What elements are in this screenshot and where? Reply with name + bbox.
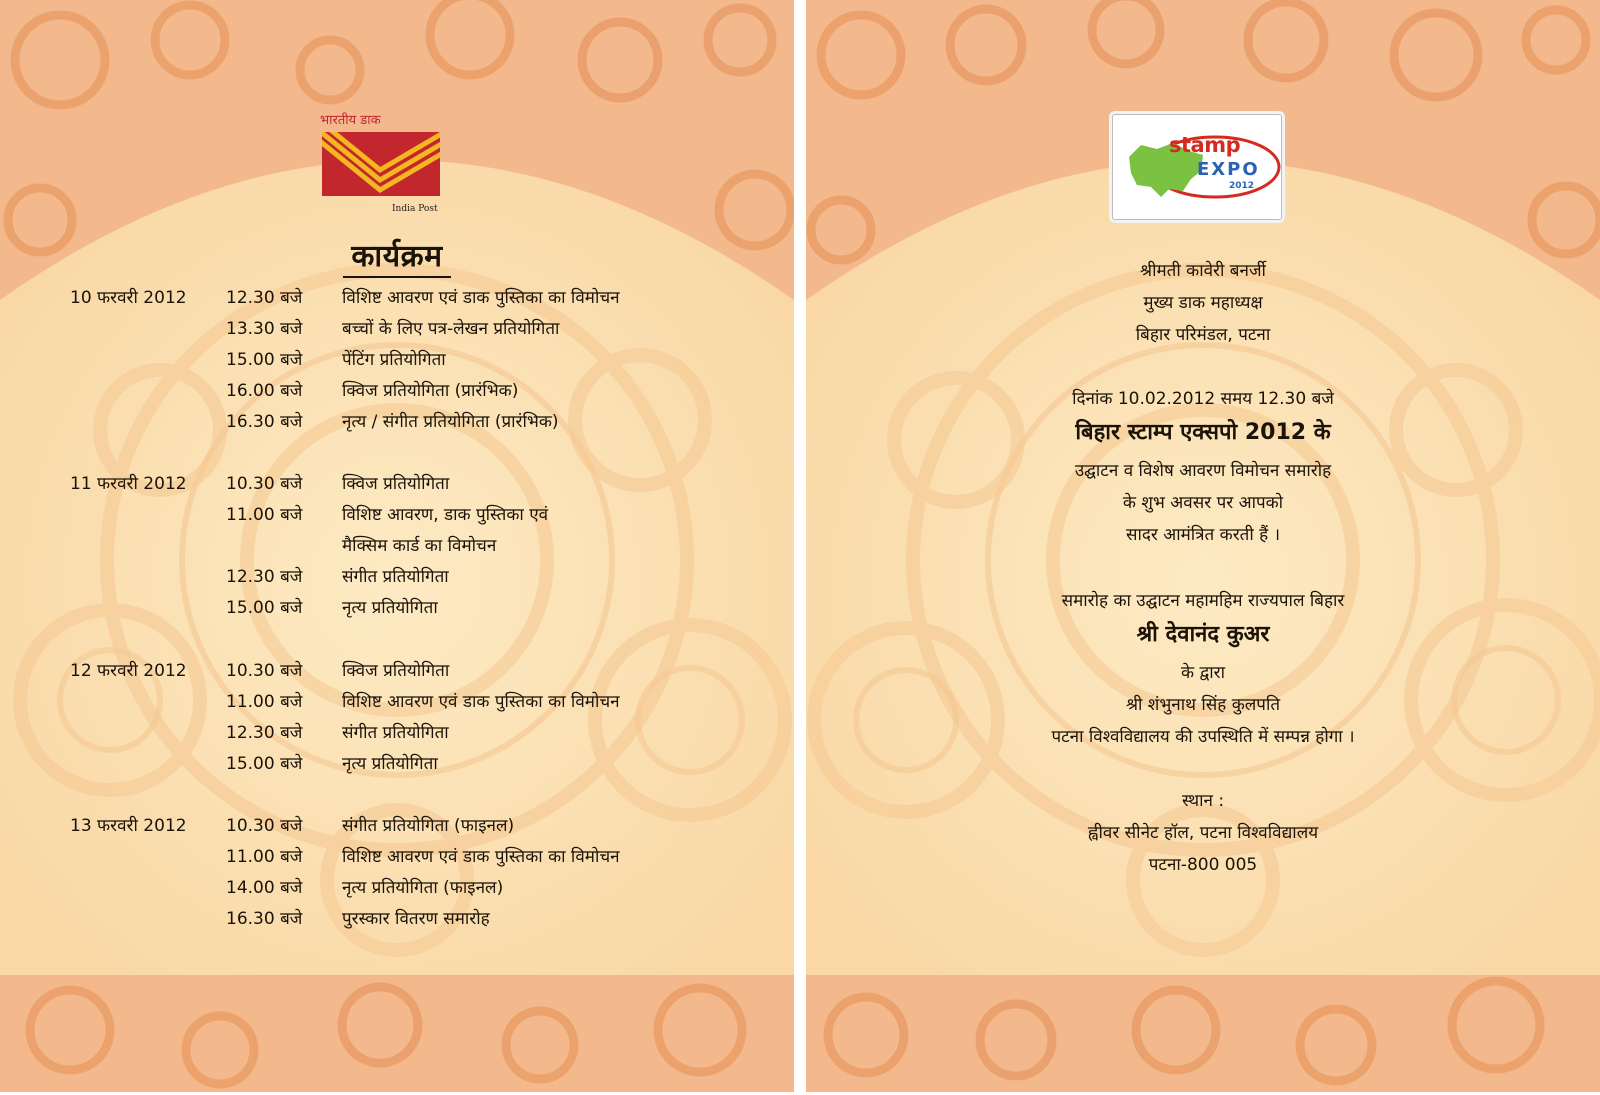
- schedule-time: 12.30 बजे: [226, 723, 303, 743]
- schedule-time: 11.00 बजे: [226, 505, 303, 525]
- invitation-line-1: उद्घाटन व विशेष आवरण विमोचन समारोह: [1074, 461, 1332, 481]
- venue-label: स्थान :: [1181, 791, 1225, 811]
- invitation-panel: [806, 0, 1600, 1092]
- schedule-event: संगीत प्रतियोगिता: [342, 723, 449, 743]
- schedule-event: नृत्य प्रतियोगिता: [342, 754, 438, 774]
- schedule-time: 13.30 बजे: [226, 319, 303, 339]
- schedule-event: विशिष्ट आवरण, डाक पुस्तिका एवं: [342, 505, 549, 525]
- stamp-word: stamp: [1169, 133, 1241, 157]
- schedule-time: 14.00 बजे: [226, 878, 303, 898]
- date-time-line: दिनांक 10.02.2012 समय 12.30 बजे: [1072, 389, 1334, 409]
- schedule-event: नृत्य प्रतियोगिता: [342, 598, 438, 618]
- schedule-time: 16.30 बजे: [226, 909, 303, 929]
- schedule-time: 11.00 बजे: [226, 847, 303, 867]
- invitation-line-2: के शुभ अवसर पर आपको: [1122, 493, 1284, 513]
- host-name: श्रीमती कावेरी बनर्जी: [1140, 261, 1266, 281]
- program-panel: [0, 0, 794, 1092]
- schedule-event: क्विज प्रतियोगिता: [342, 474, 450, 494]
- schedule-time: 12.30 बजे: [226, 567, 303, 587]
- india-post-english-text: India Post: [392, 204, 438, 214]
- schedule-time: 11.00 बजे: [226, 692, 303, 712]
- schedule-date: 11 फरवरी 2012: [70, 474, 187, 494]
- schedule-event: क्विज प्रतियोगिता: [342, 661, 450, 681]
- india-post-emblem: [322, 132, 440, 196]
- venue-city: पटना-800 005: [1148, 855, 1258, 875]
- inaugurator-name: श्री देवानंद कुअर: [1136, 622, 1270, 647]
- schedule-event: संगीत प्रतियोगिता (फाइनल): [342, 816, 515, 836]
- schedule-event: पेंटिंग प्रतियोगिता: [342, 350, 446, 370]
- india-post-logo: [320, 110, 446, 218]
- schedule-event: पुरस्कार वितरण समारोह: [342, 909, 490, 929]
- expo-word: EXPO: [1197, 159, 1260, 180]
- program-title: [0, 234, 794, 275]
- schedule-time: 10.30 बजे: [226, 816, 303, 836]
- schedule-date: 13 फरवरी 2012: [70, 816, 187, 836]
- schedule-event: संगीत प्रतियोगिता: [342, 567, 449, 587]
- presence-name: श्री शंभुनाथ सिंह कुलपति: [1125, 695, 1281, 715]
- schedule-event: विशिष्ट आवरण एवं डाक पुस्तिका का विमोचन: [342, 692, 620, 712]
- event-name: बिहार स्टाम्प एक्सपो 2012 के: [1075, 420, 1331, 445]
- stamp-frame: [1112, 114, 1282, 220]
- schedule-time: 10.30 बजे: [226, 661, 303, 681]
- schedule-event: बच्चों के लिए पत्र-लेखन प्रतियोगिता: [342, 319, 560, 339]
- schedule-time: 12.30 बजे: [226, 288, 303, 308]
- schedule-event: नृत्य / संगीत प्रतियोगिता (प्रारंभिक): [342, 412, 559, 432]
- stamp-expo-logo: [1112, 114, 1282, 220]
- envelope-icon: [322, 132, 440, 196]
- schedule-time: 15.00 बजे: [226, 350, 303, 370]
- host-circle: बिहार परिमंडल, पटना: [1135, 325, 1271, 345]
- venue-name: ह्वीवर सीनेट हॉल, पटना विश्वविद्यालय: [1087, 823, 1319, 843]
- india-post-hindi-text: भारतीय डाक: [320, 113, 381, 128]
- schedule-event: क्विज प्रतियोगिता (प्रारंभिक): [342, 381, 519, 401]
- schedule-time: 15.00 बजे: [226, 598, 303, 618]
- program-title-text: कार्यक्रम: [343, 239, 450, 278]
- schedule-date: 12 फरवरी 2012: [70, 661, 187, 681]
- schedule-time: 10.30 बजे: [226, 474, 303, 494]
- schedule-time: 16.00 बजे: [226, 381, 303, 401]
- host-title: मुख्य डाक महाध्यक्ष: [1143, 293, 1263, 313]
- invitation-line-3: सादर आमंत्रित करती हैं ।: [1125, 525, 1281, 545]
- schedule-time: 16.30 बजे: [226, 412, 303, 432]
- schedule-event: विशिष्ट आवरण एवं डाक पुस्तिका का विमोचन: [342, 847, 620, 867]
- schedule-event: नृत्य प्रतियोगिता (फाइनल): [342, 878, 504, 898]
- schedule-event: मैक्सिम कार्ड का विमोचन: [342, 536, 497, 556]
- expo-year: 2012: [1229, 181, 1255, 191]
- inaugurator-intro: समारोह का उद्घाटन महामहिम राज्यपाल बिहार: [1061, 591, 1345, 611]
- presence-line: पटना विश्वविद्यालय की उपस्थिति में सम्पन्न होगा ।: [1051, 727, 1355, 747]
- by-text: के द्वारा: [1181, 663, 1225, 683]
- schedule-event: विशिष्ट आवरण एवं डाक पुस्तिका का विमोचन: [342, 288, 620, 308]
- schedule-time: 15.00 बजे: [226, 754, 303, 774]
- schedule-date: 10 फरवरी 2012: [70, 288, 187, 308]
